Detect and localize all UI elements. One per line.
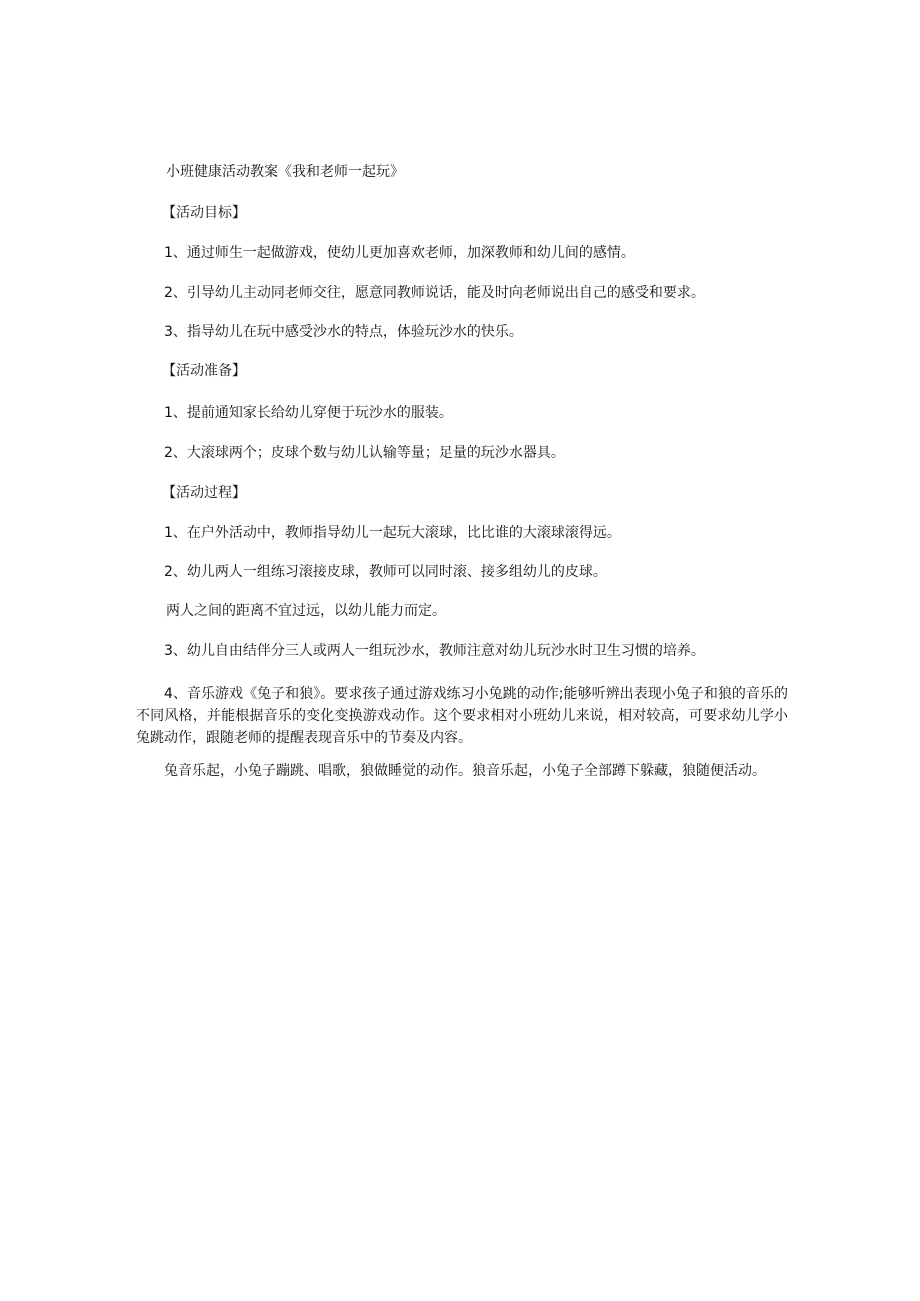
goal-item-2: 2、引导幼儿主动同老师交往，愿意同教师说话，能及时向老师说出自己的感受和要求。 xyxy=(164,285,705,301)
process-item-4: 4、音乐游戏《兔子和狼》。要求孩子通过游戏练习小兔跳的动作;能够听辨出表现小兔子和狼的音乐的不同风格，并能根据音乐的变化变换游戏动作。这个要求相对小班幼儿来说，相对较高，可要求幼儿学小兔跳动作，跟随老师的提醒表现音乐中的节奏及内容。 xyxy=(136,686,788,746)
preparation-item-2: 2、大滚球两个；皮球个数与幼儿认输等量；足量的玩沙水器具。 xyxy=(164,445,565,461)
goal-item-1: 1、通过师生一起做游戏，使幼儿更加喜欢老师，加深教师和幼儿间的感情。 xyxy=(164,245,635,261)
preparation-item-1: 1、提前通知家长给幼儿穿便于玩沙水的服装。 xyxy=(164,405,453,421)
process-item-3: 3、幼儿自由结伴分三人或两人一组玩沙水，教师注意对幼儿玩沙水时卫生习惯的培养。 xyxy=(164,643,705,659)
process-item-2: 2、幼儿两人一组练习滚接皮球，教师可以同时滚、接多组幼儿的皮球。 xyxy=(164,564,607,580)
process-note: 两人之间的距离不宜过远，以幼儿能力而定。 xyxy=(166,603,446,619)
process-item-1: 1、在户外活动中，教师指导幼儿一起玩大滚球，比比谁的大滚球滚得远。 xyxy=(164,525,621,541)
goal-item-3: 3、指导幼儿在玩中感受沙水的特点，体验玩沙水的快乐。 xyxy=(164,324,523,340)
goals-heading: 【活动目标】 xyxy=(162,205,246,221)
process-heading: 【活动过程】 xyxy=(162,485,246,501)
preparation-heading: 【活动准备】 xyxy=(162,363,246,379)
document-title: 小班健康活动教案《我和老师一起玩》 xyxy=(166,164,404,180)
process-game-description: 兔音乐起，小兔子蹦跳、唱歌，狼做睡觉的动作。狼音乐起，小兔子全部蹲下躲藏，狼随便活动。 xyxy=(164,763,766,779)
